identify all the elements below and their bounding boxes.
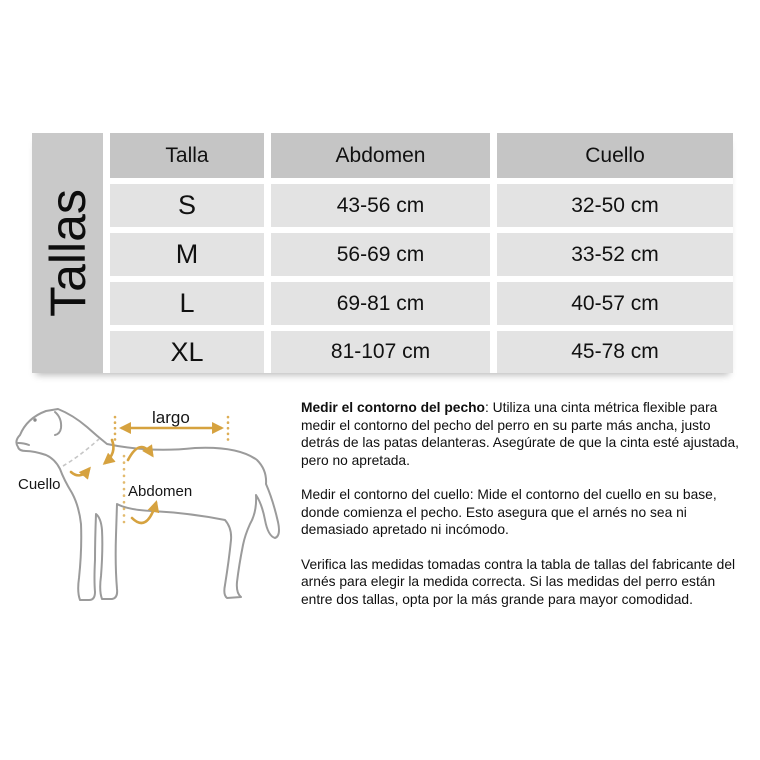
dog-outline-drawing <box>16 409 279 600</box>
instruction-paragraph-pecho: Medir el contorno del pecho: Utiliza una cinta métrica flexible para medir el contorno del pecho del perro en su parte más ancha, justo detrás de las patas delanteras. Asegúrate de que la cinta esté ajustada, pero no apretada. <box>301 400 739 468</box>
dog-ear <box>55 412 61 435</box>
instruction-paragraph-verifica: Verifica las medidas tomadas contra la tabla de tallas del fabricante del arnés para elegir la medida correcta. Si las medidas del perro están entre dos tallas, opta por la más grande para mayor comodidad. <box>301 556 736 607</box>
abdomen-bottom-arrow <box>132 503 156 523</box>
table-row-xl-cuello: 45-78 cm <box>497 331 733 373</box>
side-label-text: Tallas <box>39 189 96 317</box>
column-header-talla: Talla <box>110 133 264 178</box>
table-row-l-size: L <box>110 282 264 325</box>
dog-measurement-diagram <box>0 390 300 625</box>
instruction-paragraph-cuello: Medir el contorno del cuello: Mide el contorno del cuello en su base, donde comienza el pecho. Esto asegura que el arnés no sea ni demasiado apretado ni incómodo. <box>301 487 717 537</box>
table-row-xl-abdomen: 81-107 cm <box>271 331 490 373</box>
table-row-m-abdomen: 56-69 cm <box>271 233 490 276</box>
column-header-cuello: Cuello <box>497 133 733 178</box>
dotted-guides <box>115 417 228 522</box>
table-row-s-abdomen: 43-56 cm <box>271 184 490 227</box>
neck-arrow <box>71 469 89 475</box>
table-row-xl-size: XL <box>110 331 264 373</box>
measuring-instructions <box>301 399 739 625</box>
size-table <box>32 133 733 373</box>
instruction-pecho-title: Medir el contorno del pecho <box>301 400 485 415</box>
table-side-label-tallas <box>32 133 103 373</box>
table-row-s-size: S <box>110 184 264 227</box>
table-row-m-size: M <box>110 233 264 276</box>
cuello-label: Cuello <box>18 476 61 493</box>
neck-dashed-line <box>63 439 99 466</box>
dog-eye <box>33 418 36 421</box>
measurement-arrows <box>71 428 221 523</box>
table-row-m-cuello: 33-52 cm <box>497 233 733 276</box>
table-row-s-cuello: 32-50 cm <box>497 184 733 227</box>
largo-label: largo <box>152 408 190 427</box>
column-header-abdomen: Abdomen <box>271 133 490 178</box>
abdomen-label: Abdomen <box>128 483 193 500</box>
table-row-l-cuello: 40-57 cm <box>497 282 733 325</box>
table-row-l-abdomen: 69-81 cm <box>271 282 490 325</box>
dog-mouth <box>18 443 29 445</box>
